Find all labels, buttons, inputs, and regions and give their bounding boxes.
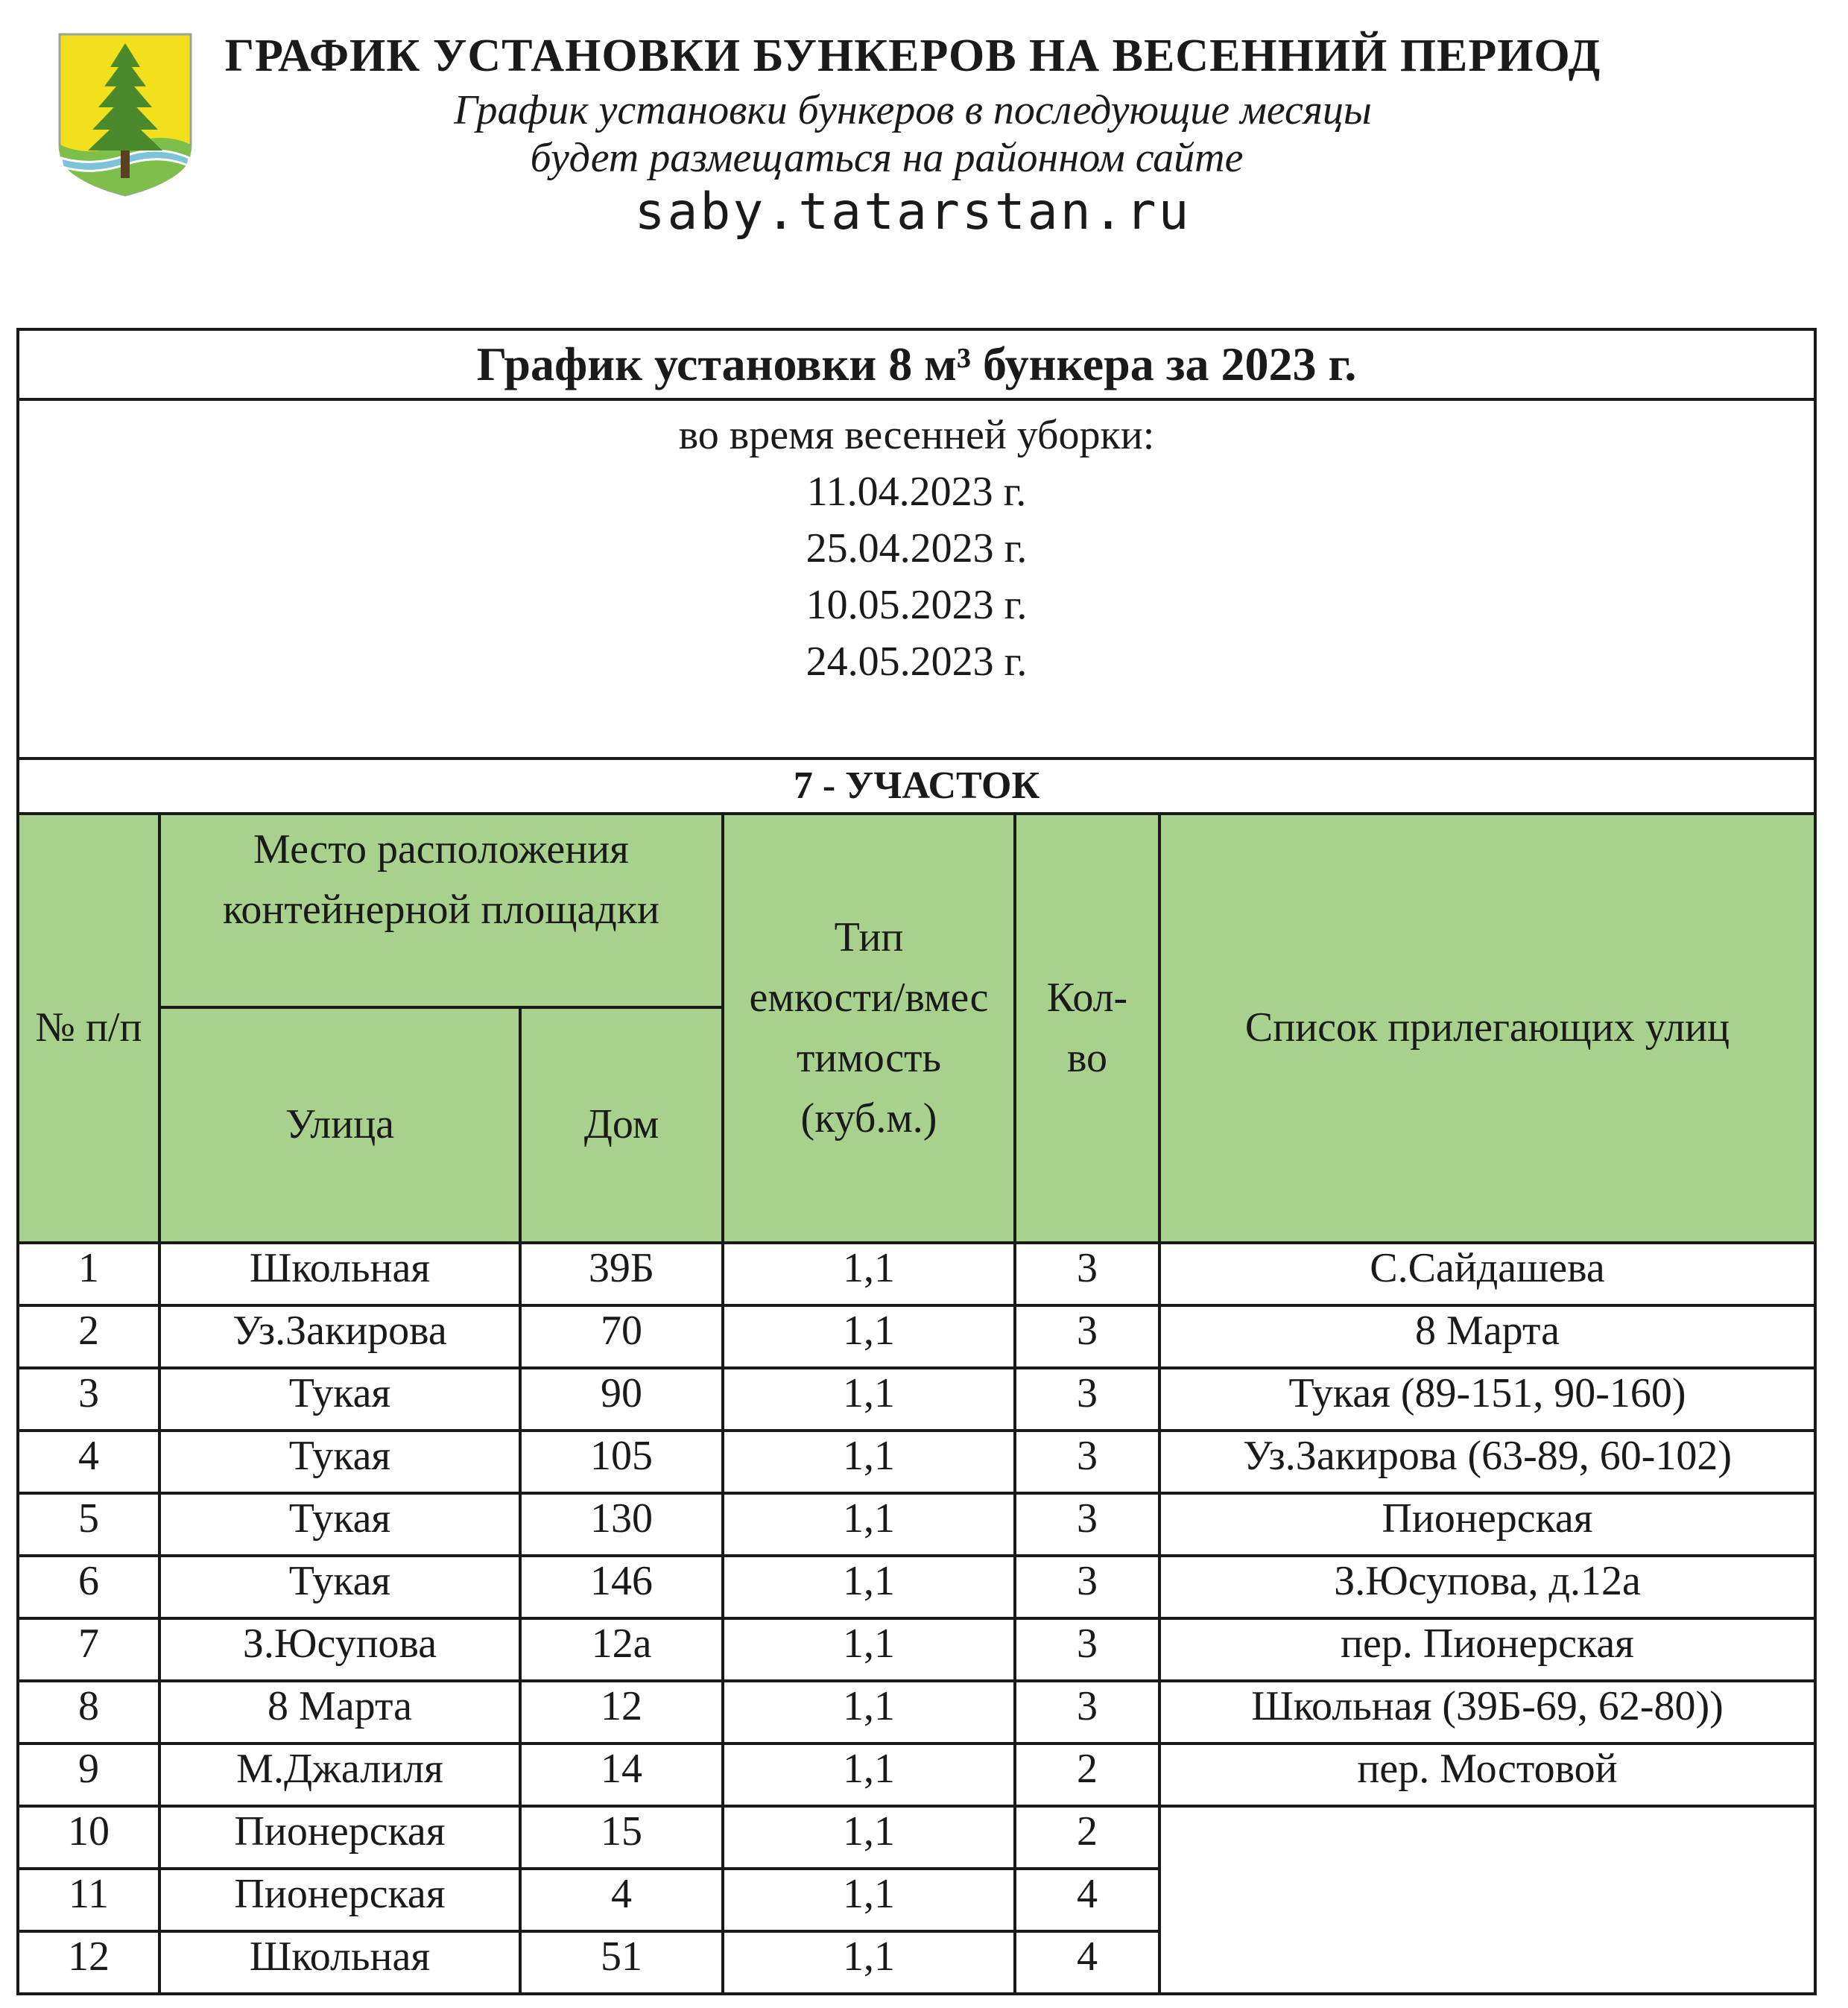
- cell-type: 1,1: [723, 1869, 1015, 1931]
- cell-street: М.Джалиля: [159, 1743, 520, 1806]
- cell-street: Пионерская: [159, 1806, 520, 1869]
- date-item: 24.05.2023 г.: [806, 639, 1028, 685]
- cell-type: 1,1: [723, 1681, 1015, 1743]
- cell-type: 1,1: [723, 1556, 1015, 1618]
- cell-num: 5: [18, 1493, 159, 1556]
- cell-num: 3: [18, 1368, 159, 1431]
- table-row: [18, 1431, 1815, 1493]
- cell-street: Тукая: [159, 1431, 520, 1493]
- table-row: [18, 1681, 1815, 1743]
- cell-type: 1,1: [723, 1305, 1015, 1368]
- table-row: [18, 1493, 1815, 1556]
- cell-house: 4: [520, 1869, 723, 1931]
- cell-num: 2: [18, 1305, 159, 1368]
- cell-type: 1,1: [723, 1618, 1015, 1681]
- cell-qty: 3: [1015, 1618, 1159, 1681]
- cell-qty: 4: [1015, 1931, 1159, 1994]
- cell-adjacent: 8 Марта: [1159, 1305, 1815, 1368]
- cell-house: 12: [520, 1681, 723, 1743]
- cell-adjacent: Пионерская: [1159, 1493, 1815, 1556]
- cell-house: 39Б: [520, 1243, 723, 1305]
- cell-street: Уз.Закирова: [159, 1305, 520, 1368]
- cell-adjacent: пер. Пионерская: [1159, 1618, 1815, 1681]
- col-header-house: Дом: [520, 1007, 723, 1243]
- cell-adjacent: пер. Мостовой: [1159, 1743, 1815, 1806]
- cell-house: 130: [520, 1493, 723, 1556]
- page-subtitle-line2: будет размещаться на районном сайте: [530, 135, 1244, 181]
- cell-num: 8: [18, 1681, 159, 1743]
- cell-adjacent-empty: [1159, 1806, 1815, 1994]
- cell-qty: 3: [1015, 1431, 1159, 1493]
- cell-type: 1,1: [723, 1806, 1015, 1869]
- cell-type: 1,1: [723, 1493, 1015, 1556]
- cell-house: 105: [520, 1431, 723, 1493]
- cell-house: 146: [520, 1556, 723, 1618]
- type-header-line: Тип: [834, 913, 904, 960]
- table-row: [18, 1368, 1815, 1431]
- table-title: График установки 8 м³ бункера за 2023 г.: [18, 329, 1815, 399]
- cell-num: 6: [18, 1556, 159, 1618]
- cell-house: 15: [520, 1806, 723, 1869]
- cell-house: 14: [520, 1743, 723, 1806]
- cell-qty: 3: [1015, 1681, 1159, 1743]
- dates-block: [18, 399, 1815, 758]
- cell-street: Тукая: [159, 1493, 520, 1556]
- table-row: [18, 1743, 1815, 1806]
- col-header-type: [723, 814, 1015, 1243]
- table-row: [18, 1305, 1815, 1368]
- cell-qty: 2: [1015, 1806, 1159, 1869]
- cell-num: 1: [18, 1243, 159, 1305]
- cell-adjacent: Уз.Закирова (63-89, 60-102): [1159, 1431, 1815, 1493]
- date-item: 11.04.2023 г.: [806, 469, 1027, 515]
- cell-house: 70: [520, 1305, 723, 1368]
- col-header-location: Место расположения контейнерной площадки: [159, 814, 723, 1007]
- cell-num: 12: [18, 1931, 159, 1994]
- cell-adjacent: Тукая (89-151, 90-160): [1159, 1368, 1815, 1431]
- col-header-qty: [1015, 814, 1159, 1243]
- cell-type: 1,1: [723, 1243, 1015, 1305]
- type-header-line: емкости/вмес: [749, 974, 989, 1021]
- cell-qty: 3: [1015, 1493, 1159, 1556]
- type-header-line: (куб.м.): [800, 1095, 937, 1142]
- site-link[interactable]: saby.tatarstan.ru: [634, 183, 1192, 241]
- cell-house: 90: [520, 1368, 723, 1431]
- col-header-num: № п/п: [18, 814, 159, 1243]
- cell-qty: 4: [1015, 1869, 1159, 1931]
- cell-num: 11: [18, 1869, 159, 1931]
- table-row: [18, 1618, 1815, 1681]
- cell-house: 51: [520, 1931, 723, 1994]
- cell-num: 9: [18, 1743, 159, 1806]
- table-row: [18, 1556, 1815, 1618]
- col-header-street: Улица: [159, 1007, 520, 1243]
- cell-type: 1,1: [723, 1743, 1015, 1806]
- qty-header-line: Кол-: [1046, 974, 1128, 1021]
- cell-qty: 2: [1015, 1743, 1159, 1806]
- schedule-table: [16, 328, 1817, 1995]
- type-header-line: тимость: [796, 1035, 942, 1081]
- cell-qty: 3: [1015, 1556, 1159, 1618]
- qty-header-line: во: [1066, 1035, 1108, 1081]
- cell-street: Пионерская: [159, 1869, 520, 1931]
- date-item: 10.05.2023 г.: [806, 582, 1028, 628]
- cell-num: 10: [18, 1806, 159, 1869]
- cell-street: Тукая: [159, 1368, 520, 1431]
- cell-type: 1,1: [723, 1368, 1015, 1431]
- cell-adjacent: З.Юсупова, д.12а: [1159, 1556, 1815, 1618]
- table-row: [18, 1806, 1815, 1869]
- page-title: ГРАФИК УСТАНОВКИ БУНКЕРОВ НА ВЕСЕННИЙ ПЕРИОД: [224, 31, 1601, 81]
- cell-adjacent: С.Сайдашева: [1159, 1243, 1815, 1305]
- cell-street: 8 Марта: [159, 1681, 520, 1743]
- col-header-streets-list: Список прилегающих улиц: [1159, 814, 1815, 1243]
- cell-type: 1,1: [723, 1431, 1015, 1493]
- cell-num: 4: [18, 1431, 159, 1493]
- period-label: во время весенней уборки:: [678, 412, 1155, 458]
- cell-adjacent: Школьная (39Б-69, 62-80)): [1159, 1681, 1815, 1743]
- cell-qty: 3: [1015, 1305, 1159, 1368]
- section-label: 7 - УЧАСТОК: [18, 758, 1815, 814]
- cell-house: 12а: [520, 1618, 723, 1681]
- date-item: 25.04.2023 г.: [806, 525, 1028, 571]
- coat-of-arms-icon: [58, 33, 192, 197]
- cell-street: З.Юсупова: [159, 1618, 520, 1681]
- page-subtitle-line1: График установки бункеров в последующие месяцы: [454, 87, 1372, 133]
- cell-qty: 3: [1015, 1243, 1159, 1305]
- cell-type: 1,1: [723, 1931, 1015, 1994]
- cell-street: Школьная: [159, 1931, 520, 1994]
- table-row: [18, 1243, 1815, 1305]
- cell-num: 7: [18, 1618, 159, 1681]
- cell-street: Школьная: [159, 1243, 520, 1305]
- cell-qty: 3: [1015, 1368, 1159, 1431]
- cell-street: Тукая: [159, 1556, 520, 1618]
